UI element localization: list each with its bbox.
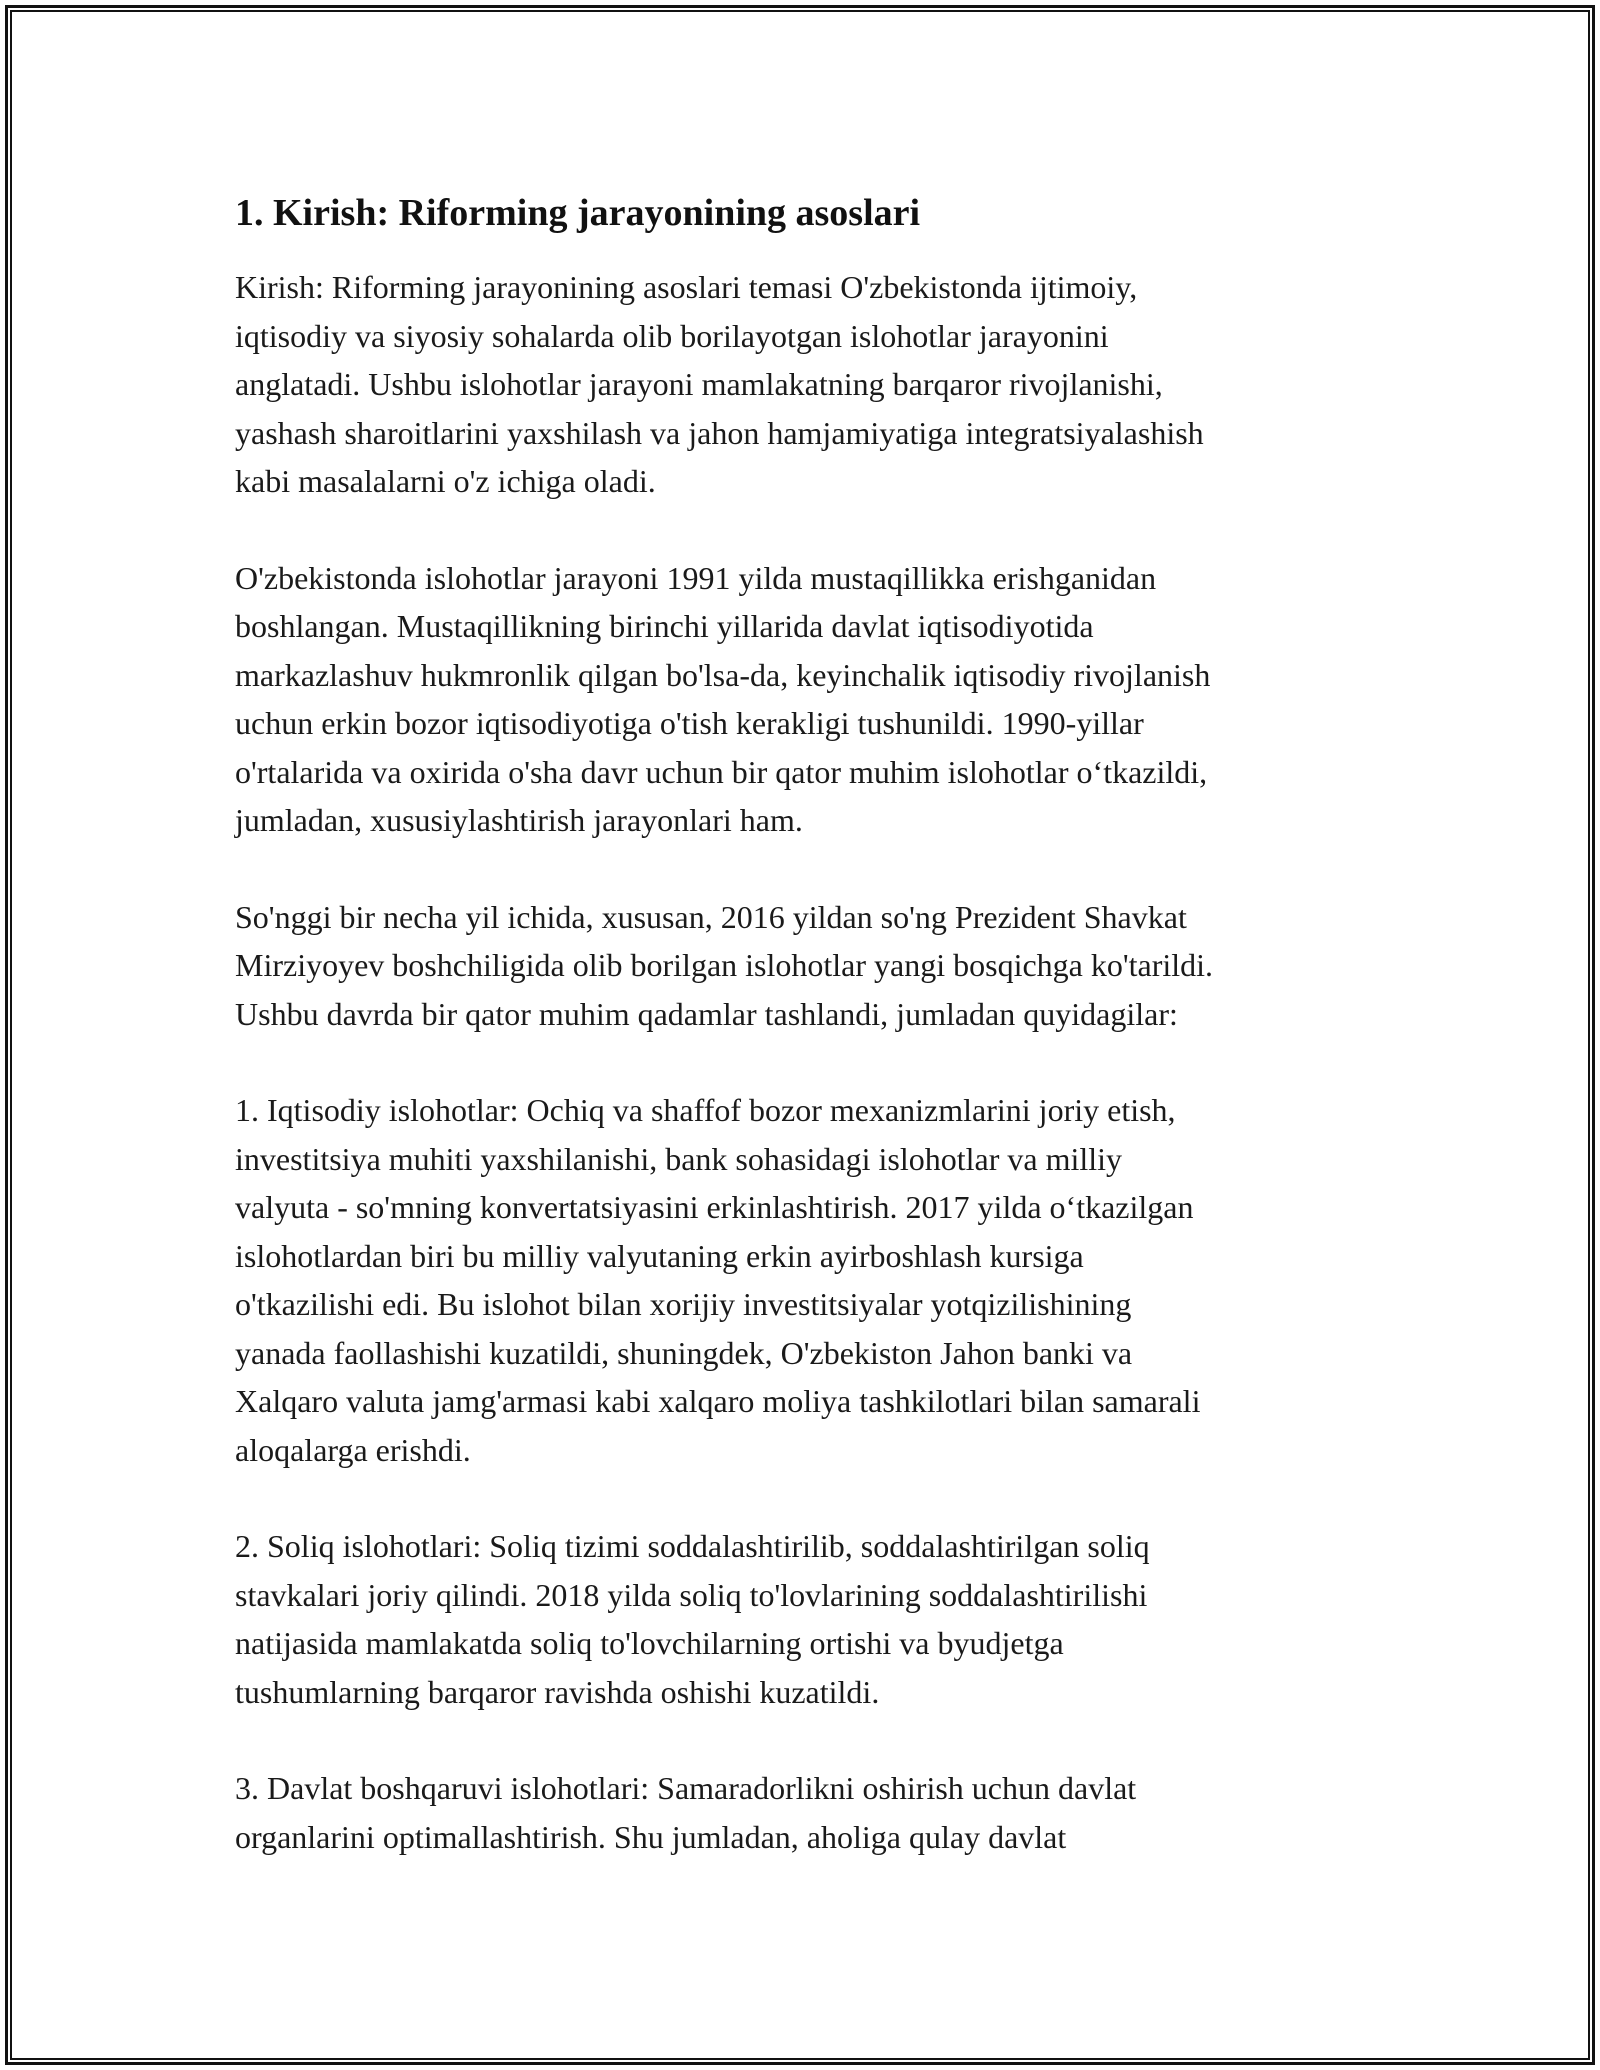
list-item-economic-reforms: 1. Iqtisodiy islohotlar: Ochiq va shaffof bozor mexanizmlarini joriy etish, investitsiya muhiti yaxshilanishi, bank sohasidagi islohotlar va milliy valyuta - so'mning konvertatsiyasini erkinlashtirish. 2017 yilda o‘tkazilgan islohotlardan biri bu milliy valyutaning erkin ayirboshlash kursiga o'tkazilishi edi. Bu islohot bilan xorijiy investitsiyalar yotqizilishining yanada faollashishi kuzatildi, shuningdek, O'zbekiston Jahon banki va Xalqaro valuta jamg'armasi kabi xalqaro moliya tashkilotlari bilan samarali aloqalarga erishdi. [235, 1092, 1201, 1468]
paragraph-history: O'zbekistonda islohotlar jarayoni 1991 yilda mustaqillikka erishganidan boshlangan. Mustaqillikning birinchi yillarida davlat iqtisodiyotida markazlashuv hukmronlik qilgan bo'lsa-da, keyinchalik iqtisodiy rivojlanish uchun erkin bozor iqtisodiyotiga o'tish kerakligi tushunildi. 1990-yillar o'rtalarida va oxirida o'sha davr uchun bir qator muhim islohotlar o‘tkazildi, jumladan, xususiylashtirish jarayonlari ham. [235, 559, 1211, 838]
section-heading: 1. Kirish: Riforming jarayonining asoslari [235, 192, 921, 234]
list-item-governance-reforms: 3. Davlat boshqaruvi islohotlari: Samaradorlikni oshirish uchun davlat organlarini optimallashtirish. Shu jumladan, aholiga qulay davlat [235, 1770, 1137, 1855]
paragraph-recent-reforms: So'nggi bir necha yil ichida, xususan, 2016 yildan so'ng Prezident Shavkat Mirziyoyev boshchiligida olib borilgan islohotlar yangi bosqichga ko'tarildi. Ushbu davrda bir qator muhim qadamlar tashlandi, jumladan quyidagilar: [235, 898, 1214, 1032]
paragraph-intro: Kirish: Riforming jarayonining asoslari temasi O'zbekistonda ijtimoiy, iqtisodiy va siyosiy sohalarda olib borilayotgan islohotlar jarayonini anglatadi. Ushbu islohotlar jarayoni mamlakatning barqaror rivojlanishi, yashash sharoitlarini yaxshilash va jahon hamjamiyatiga integratsiyalashish kabi masalalarni o'z ichiga oladi. [235, 269, 1204, 499]
document-body [235, 188, 1385, 1909]
list-item-tax-reforms: 2. Soliq islohotlari: Soliq tizimi soddalashtirilib, soddalashtirilgan soliq stavkalari joriy qilindi. 2018 yilda soliq to'lovlarining soddalashtirilishi natijasida mamlakatda soliq to'lovchilarning ortishi va byudjetga tushumlarning barqaror ravishda oshishi kuzatildi. [235, 1528, 1150, 1710]
